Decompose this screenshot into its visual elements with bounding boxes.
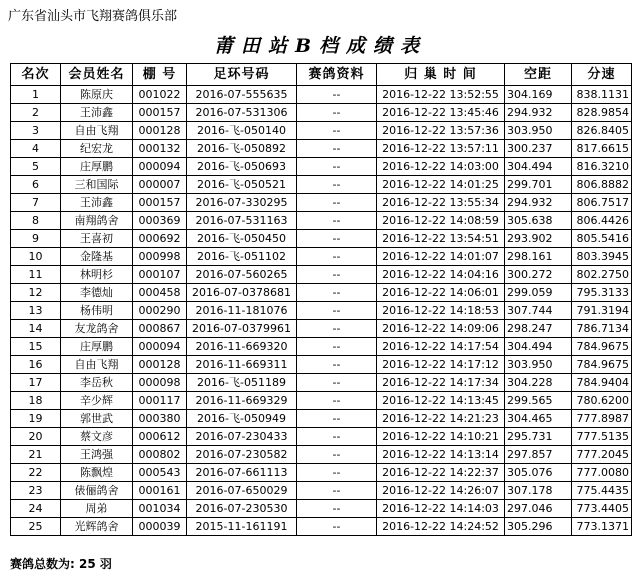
- table-row: [11, 446, 632, 464]
- results-table: [10, 63, 632, 536]
- pigeon-info-cell: --: [297, 500, 377, 518]
- rank-cell: 19: [11, 410, 61, 428]
- arrival-time-cell: 2016-12-22 14:01:25: [377, 176, 505, 194]
- pigeon-info-cell: --: [297, 356, 377, 374]
- speed-cell: 816.3210: [572, 158, 632, 176]
- speed-cell: 784.9404: [572, 374, 632, 392]
- loft-number-cell: 000543: [133, 464, 187, 482]
- member-name-cell: 南翔鸽舍: [61, 212, 133, 230]
- speed-cell: 777.0080: [572, 464, 632, 482]
- ring-number-cell: 2016-07-230582: [187, 446, 297, 464]
- member-name-cell: 陈原庆: [61, 86, 133, 104]
- ring-number-cell: 2016-07-230530: [187, 500, 297, 518]
- rank-cell: 17: [11, 374, 61, 392]
- loft-number-cell: 001022: [133, 86, 187, 104]
- pigeon-info-cell: --: [297, 104, 377, 122]
- arrival-time-cell: 2016-12-22 13:45:46: [377, 104, 505, 122]
- table-row: [11, 428, 632, 446]
- loft-number-cell: 000094: [133, 338, 187, 356]
- pigeon-info-cell: --: [297, 122, 377, 140]
- pigeon-info-cell: --: [297, 176, 377, 194]
- arrival-time-cell: 2016-12-22 14:01:07: [377, 248, 505, 266]
- arrival-time-cell: 2016-12-22 14:17:12: [377, 356, 505, 374]
- speed-cell: 805.5416: [572, 230, 632, 248]
- ring-number-cell: 2016-07-650029: [187, 482, 297, 500]
- loft-number-cell: 000802: [133, 446, 187, 464]
- pigeon-info-cell: --: [297, 464, 377, 482]
- loft-number-cell: 000458: [133, 284, 187, 302]
- speed-cell: 773.1371: [572, 518, 632, 536]
- table-row: [11, 122, 632, 140]
- table-row: [11, 356, 632, 374]
- distance-cell: 299.059: [505, 284, 572, 302]
- loft-number-cell: 000128: [133, 356, 187, 374]
- table-row: [11, 338, 632, 356]
- speed-cell: 806.4426: [572, 212, 632, 230]
- member-name-cell: 李岳秋: [61, 374, 133, 392]
- distance-cell: 294.932: [505, 104, 572, 122]
- pigeon-info-cell: --: [297, 374, 377, 392]
- distance-cell: 304.169: [505, 86, 572, 104]
- speed-cell: 777.5135: [572, 428, 632, 446]
- member-name-cell: 俵俪鸽舍: [61, 482, 133, 500]
- distance-cell: 295.731: [505, 428, 572, 446]
- arrival-time-cell: 2016-12-22 13:57:36: [377, 122, 505, 140]
- table-row: [11, 518, 632, 536]
- table-row: [11, 464, 632, 482]
- loft-number-cell: 000290: [133, 302, 187, 320]
- distance-cell: 299.701: [505, 176, 572, 194]
- speed-cell: 806.8882: [572, 176, 632, 194]
- rank-cell: 18: [11, 392, 61, 410]
- pigeon-info-cell: --: [297, 158, 377, 176]
- ring-number-cell: 2016-飞-050693: [187, 158, 297, 176]
- distance-cell: 305.296: [505, 518, 572, 536]
- member-name-cell: 杨伟明: [61, 302, 133, 320]
- distance-cell: 293.902: [505, 230, 572, 248]
- loft-number-cell: 000692: [133, 230, 187, 248]
- table-row: [11, 212, 632, 230]
- speed-cell: 795.3133: [572, 284, 632, 302]
- rank-cell: 7: [11, 194, 61, 212]
- ring-number-cell: 2016-11-181076: [187, 302, 297, 320]
- table-row: [11, 266, 632, 284]
- pigeon-info-cell: --: [297, 482, 377, 500]
- loft-number-cell: 000998: [133, 248, 187, 266]
- rank-cell: 25: [11, 518, 61, 536]
- pigeon-info-cell: --: [297, 140, 377, 158]
- ring-number-cell: 2016-07-230433: [187, 428, 297, 446]
- rank-cell: 24: [11, 500, 61, 518]
- arrival-time-cell: 2016-12-22 14:17:54: [377, 338, 505, 356]
- table-row: [11, 302, 632, 320]
- rank-cell: 2: [11, 104, 61, 122]
- loft-number-cell: 000107: [133, 266, 187, 284]
- table-row: [11, 86, 632, 104]
- col-header-rank: 名次: [11, 64, 61, 86]
- table-row: [11, 500, 632, 518]
- arrival-time-cell: 2016-12-22 14:22:37: [377, 464, 505, 482]
- distance-cell: 304.494: [505, 158, 572, 176]
- distance-cell: 300.237: [505, 140, 572, 158]
- arrival-time-cell: 2016-12-22 13:54:51: [377, 230, 505, 248]
- pigeon-info-cell: --: [297, 230, 377, 248]
- ring-number-cell: 2016-07-531306: [187, 104, 297, 122]
- rank-cell: 11: [11, 266, 61, 284]
- distance-cell: 305.076: [505, 464, 572, 482]
- rank-cell: 10: [11, 248, 61, 266]
- speed-cell: 838.1131: [572, 86, 632, 104]
- ring-number-cell: 2016-飞-050892: [187, 140, 297, 158]
- pigeon-info-cell: --: [297, 194, 377, 212]
- pigeon-info-cell: --: [297, 320, 377, 338]
- member-name-cell: 金隆基: [61, 248, 133, 266]
- loft-number-cell: 000380: [133, 410, 187, 428]
- speed-cell: 828.9854: [572, 104, 632, 122]
- table-row: [11, 176, 632, 194]
- pigeon-info-cell: --: [297, 410, 377, 428]
- speed-cell: 780.6200: [572, 392, 632, 410]
- ring-number-cell: 2016-飞-050140: [187, 122, 297, 140]
- member-name-cell: 辛少辉: [61, 392, 133, 410]
- col-header-name: 会员姓名: [61, 64, 133, 86]
- speed-cell: 784.9675: [572, 338, 632, 356]
- speed-cell: 791.3194: [572, 302, 632, 320]
- distance-cell: 297.046: [505, 500, 572, 518]
- member-name-cell: 自由飞翔: [61, 356, 133, 374]
- col-header-ring: 足环号码: [187, 64, 297, 86]
- rank-cell: 15: [11, 338, 61, 356]
- distance-cell: 304.494: [505, 338, 572, 356]
- loft-number-cell: 000157: [133, 104, 187, 122]
- distance-cell: 307.178: [505, 482, 572, 500]
- member-name-cell: 自由飞翔: [61, 122, 133, 140]
- table-row: [11, 248, 632, 266]
- table-row: [11, 374, 632, 392]
- arrival-time-cell: 2016-12-22 13:52:55: [377, 86, 505, 104]
- pigeon-info-cell: --: [297, 302, 377, 320]
- total-count: 赛鸽总数为: 25 羽: [10, 557, 112, 571]
- ring-number-cell: 2015-11-161191: [187, 518, 297, 536]
- speed-cell: 784.9675: [572, 356, 632, 374]
- loft-number-cell: 000867: [133, 320, 187, 338]
- arrival-time-cell: 2016-12-22 14:08:59: [377, 212, 505, 230]
- results-body: [11, 86, 632, 536]
- table-row: [11, 284, 632, 302]
- table-row: [11, 392, 632, 410]
- ring-number-cell: 2016-07-0378681: [187, 284, 297, 302]
- rank-cell: 21: [11, 446, 61, 464]
- rank-cell: 6: [11, 176, 61, 194]
- rank-cell: 5: [11, 158, 61, 176]
- col-header-speed: 分速: [572, 64, 632, 86]
- col-header-distance: 空距: [505, 64, 572, 86]
- ring-number-cell: 2016-07-560265: [187, 266, 297, 284]
- loft-number-cell: 000117: [133, 392, 187, 410]
- loft-number-cell: 000007: [133, 176, 187, 194]
- ring-number-cell: 2016-11-669329: [187, 392, 297, 410]
- distance-cell: 297.857: [505, 446, 572, 464]
- ring-number-cell: 2016-07-0379961: [187, 320, 297, 338]
- distance-cell: 304.465: [505, 410, 572, 428]
- loft-number-cell: 001034: [133, 500, 187, 518]
- member-name-cell: 光辉鸽舍: [61, 518, 133, 536]
- distance-cell: 298.161: [505, 248, 572, 266]
- loft-number-cell: 000369: [133, 212, 187, 230]
- ring-number-cell: 2016-飞-051189: [187, 374, 297, 392]
- distance-cell: 300.272: [505, 266, 572, 284]
- member-name-cell: 周弟: [61, 500, 133, 518]
- arrival-time-cell: 2016-12-22 14:26:07: [377, 482, 505, 500]
- col-header-time: 归 巢 时 间: [377, 64, 505, 86]
- member-name-cell: 庄厚鹏: [61, 338, 133, 356]
- member-name-cell: 纪宏龙: [61, 140, 133, 158]
- arrival-time-cell: 2016-12-22 14:13:45: [377, 392, 505, 410]
- table-row: [11, 194, 632, 212]
- speed-cell: 777.2045: [572, 446, 632, 464]
- distance-cell: 305.638: [505, 212, 572, 230]
- rank-cell: 13: [11, 302, 61, 320]
- arrival-time-cell: 2016-12-22 13:55:34: [377, 194, 505, 212]
- ring-number-cell: 2016-11-669311: [187, 356, 297, 374]
- rank-cell: 8: [11, 212, 61, 230]
- loft-number-cell: 000161: [133, 482, 187, 500]
- speed-cell: 802.2750: [572, 266, 632, 284]
- member-name-cell: 王沛鑫: [61, 104, 133, 122]
- loft-number-cell: 000039: [133, 518, 187, 536]
- arrival-time-cell: 2016-12-22 14:03:00: [377, 158, 505, 176]
- ring-number-cell: 2016-飞-050450: [187, 230, 297, 248]
- rank-cell: 20: [11, 428, 61, 446]
- col-header-loft: 棚 号: [133, 64, 187, 86]
- report-title: 莆田站B档成绩表: [213, 35, 428, 57]
- member-name-cell: 庄厚鹏: [61, 158, 133, 176]
- member-name-cell: 王沛鑫: [61, 194, 133, 212]
- pigeon-info-cell: --: [297, 428, 377, 446]
- arrival-time-cell: 2016-12-22 14:06:01: [377, 284, 505, 302]
- header-row: [11, 64, 632, 86]
- member-name-cell: 三和国际: [61, 176, 133, 194]
- pigeon-info-cell: --: [297, 284, 377, 302]
- member-name-cell: 王鸿强: [61, 446, 133, 464]
- distance-cell: 304.228: [505, 374, 572, 392]
- rank-cell: 4: [11, 140, 61, 158]
- ring-number-cell: 2016-飞-050949: [187, 410, 297, 428]
- speed-cell: 773.4405: [572, 500, 632, 518]
- speed-cell: 817.6615: [572, 140, 632, 158]
- rank-cell: 1: [11, 86, 61, 104]
- arrival-time-cell: 2016-12-22 14:14:03: [377, 500, 505, 518]
- member-name-cell: 李德灿: [61, 284, 133, 302]
- table-row: [11, 230, 632, 248]
- ring-number-cell: 2016-07-661113: [187, 464, 297, 482]
- pigeon-info-cell: --: [297, 86, 377, 104]
- pigeon-info-cell: --: [297, 446, 377, 464]
- rank-cell: 12: [11, 284, 61, 302]
- rank-cell: 9: [11, 230, 61, 248]
- member-name-cell: 王喜初: [61, 230, 133, 248]
- member-name-cell: 郭世武: [61, 410, 133, 428]
- arrival-time-cell: 2016-12-22 14:04:16: [377, 266, 505, 284]
- speed-cell: 777.8987: [572, 410, 632, 428]
- rank-cell: 3: [11, 122, 61, 140]
- pigeon-info-cell: --: [297, 518, 377, 536]
- distance-cell: 303.950: [505, 356, 572, 374]
- distance-cell: 299.565: [505, 392, 572, 410]
- pigeon-info-cell: --: [297, 392, 377, 410]
- loft-number-cell: 000098: [133, 374, 187, 392]
- loft-number-cell: 000612: [133, 428, 187, 446]
- table-row: [11, 158, 632, 176]
- table-row: [11, 320, 632, 338]
- col-header-info: 赛鸽资料: [297, 64, 377, 86]
- arrival-time-cell: 2016-12-22 14:21:23: [377, 410, 505, 428]
- ring-number-cell: 2016-飞-050521: [187, 176, 297, 194]
- distance-cell: 303.950: [505, 122, 572, 140]
- arrival-time-cell: 2016-12-22 14:17:34: [377, 374, 505, 392]
- distance-cell: 298.247: [505, 320, 572, 338]
- ring-number-cell: 2016-飞-051102: [187, 248, 297, 266]
- ring-number-cell: 2016-11-669320: [187, 338, 297, 356]
- ring-number-cell: 2016-07-555635: [187, 86, 297, 104]
- loft-number-cell: 000128: [133, 122, 187, 140]
- pigeon-info-cell: --: [297, 338, 377, 356]
- speed-cell: 786.7134: [572, 320, 632, 338]
- arrival-time-cell: 2016-12-22 14:24:52: [377, 518, 505, 536]
- rank-cell: 23: [11, 482, 61, 500]
- ring-number-cell: 2016-07-531163: [187, 212, 297, 230]
- pigeon-info-cell: --: [297, 248, 377, 266]
- rank-cell: 22: [11, 464, 61, 482]
- rank-cell: 14: [11, 320, 61, 338]
- arrival-time-cell: 2016-12-22 14:09:06: [377, 320, 505, 338]
- ring-number-cell: 2016-07-330295: [187, 194, 297, 212]
- pigeon-info-cell: --: [297, 266, 377, 284]
- speed-cell: 826.8405: [572, 122, 632, 140]
- member-name-cell: 陈飘煌: [61, 464, 133, 482]
- member-name-cell: 蔡文彦: [61, 428, 133, 446]
- distance-cell: 294.932: [505, 194, 572, 212]
- speed-cell: 775.4435: [572, 482, 632, 500]
- arrival-time-cell: 2016-12-22 13:57:11: [377, 140, 505, 158]
- loft-number-cell: 000094: [133, 158, 187, 176]
- speed-cell: 806.7517: [572, 194, 632, 212]
- arrival-time-cell: 2016-12-22 14:13:14: [377, 446, 505, 464]
- arrival-time-cell: 2016-12-22 14:10:21: [377, 428, 505, 446]
- member-name-cell: 友龙鸽舍: [61, 320, 133, 338]
- pigeon-info-cell: --: [297, 212, 377, 230]
- club-name: 广东省汕头市飞翔赛鸽俱乐部: [8, 9, 178, 24]
- speed-cell: 803.3945: [572, 248, 632, 266]
- table-row: [11, 410, 632, 428]
- loft-number-cell: 000157: [133, 194, 187, 212]
- table-row: [11, 482, 632, 500]
- rank-cell: 16: [11, 356, 61, 374]
- member-name-cell: 林明杉: [61, 266, 133, 284]
- distance-cell: 307.744: [505, 302, 572, 320]
- arrival-time-cell: 2016-12-22 14:18:53: [377, 302, 505, 320]
- table-row: [11, 104, 632, 122]
- loft-number-cell: 000132: [133, 140, 187, 158]
- table-row: [11, 140, 632, 158]
